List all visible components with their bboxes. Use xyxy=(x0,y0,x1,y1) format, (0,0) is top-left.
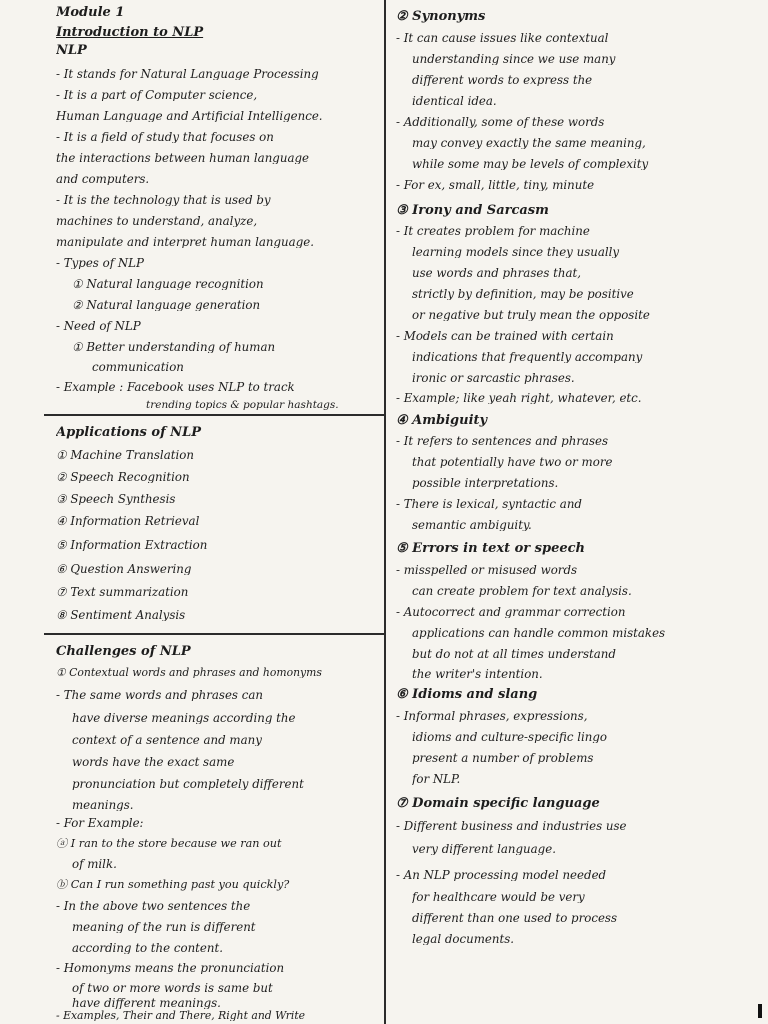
nlp-line: machines to understand, analyze, xyxy=(56,215,258,228)
right-line: can create problem for text analysis. xyxy=(412,585,632,598)
challenge-line: have different meanings. xyxy=(72,997,221,1010)
challenge-line: - Homonyms means the pronunciation xyxy=(56,962,285,975)
right-line: idioms and culture-specific lingo xyxy=(412,731,608,744)
right-line: - There is lexical, syntactic and xyxy=(396,498,582,511)
nlp-line: - It is a field of study that focuses on xyxy=(56,131,274,144)
right-line: identical idea. xyxy=(412,95,497,108)
challenge-line: words have the exact same xyxy=(72,756,235,769)
right-line: different than one used to process xyxy=(412,912,618,925)
nlp-line: Human Language and Artificial Intelligence. xyxy=(56,110,323,123)
right-line: very different language. xyxy=(412,843,556,856)
nlp-line: communication xyxy=(92,361,184,374)
right-line: - Additionally, some of these words xyxy=(396,116,605,129)
application-item: ⑤ Information Extraction xyxy=(56,539,208,552)
challenge-line: meaning of the run is different xyxy=(72,921,256,934)
right-line: - Informal phrases, expressions, xyxy=(396,710,588,723)
challenge-line: of milk. xyxy=(72,858,117,871)
nlp-line: ① Better understanding of human xyxy=(72,341,276,354)
right-line: - For ex, small, little, tiny, minute xyxy=(396,179,595,192)
right-line: present a number of problems xyxy=(412,752,594,765)
right-line: ④ Ambiguity xyxy=(396,414,488,428)
right-line: possible interpretations. xyxy=(412,477,559,490)
application-item: ④ Information Retrieval xyxy=(56,515,200,528)
right-line: understanding since we use many xyxy=(412,53,616,66)
nlp-line: and computers. xyxy=(56,173,150,186)
right-line: indications that frequently accompany xyxy=(412,351,643,364)
challenge-line: - In the above two sentences the xyxy=(56,900,251,913)
right-line: but do not at all times understand xyxy=(412,648,616,661)
right-line: ③ Irony and Sarcasm xyxy=(396,204,549,218)
challenge-line: - For Example: xyxy=(56,817,144,830)
right-line: ⑥ Idioms and slang xyxy=(396,688,538,702)
page-title: Introduction to NLP xyxy=(56,26,204,40)
nlp-line: - Types of NLP xyxy=(56,257,144,270)
nlp-line: - Need of NLP xyxy=(56,320,141,333)
right-line: semantic ambiguity. xyxy=(412,519,532,532)
application-item: ② Speech Recognition xyxy=(56,471,190,484)
left-column xyxy=(46,0,384,1024)
challenge-line: according to the content. xyxy=(72,942,223,955)
module-heading: Module 1 xyxy=(56,6,125,20)
nlp-line: - Example : Facebook uses NLP to track xyxy=(56,381,295,394)
application-item: ⑦ Text summarization xyxy=(56,586,189,599)
applications-heading: Applications of NLP xyxy=(56,426,201,440)
right-line: - Different business and industries use xyxy=(396,820,627,833)
challenge-line: - The same words and phrases can xyxy=(56,689,263,702)
right-line: strictly by definition, may be positive xyxy=(412,288,634,301)
application-item: ⑧ Sentiment Analysis xyxy=(56,609,186,622)
challenge-line: - Examples, Their and There, Right and Write xyxy=(56,1010,306,1022)
challenge-line: have diverse meanings according the xyxy=(72,712,296,725)
nlp-line: the interactions between human language xyxy=(56,152,310,165)
right-line: that potentially have two or more xyxy=(412,456,613,469)
right-line: for healthcare would be very xyxy=(412,891,585,904)
right-line: - misspelled or misused words xyxy=(396,564,578,577)
challenge-line: ⓑ Can I run something past you quickly? xyxy=(56,879,290,891)
nlp-line: - It stands for Natural Language Processing xyxy=(56,68,319,81)
challenge-line: ① Contextual words and phrases and homonyms xyxy=(56,667,322,679)
right-line: or negative but truly mean the opposite xyxy=(412,309,650,322)
application-item: ③ Speech Synthesis xyxy=(56,493,176,506)
right-line: for NLP. xyxy=(412,773,461,786)
right-line: - It can cause issues like contextual xyxy=(396,32,609,45)
right-line: - Autocorrect and grammar correction xyxy=(396,606,626,619)
right-line: the writer's intention. xyxy=(412,668,543,681)
right-line: ⑦ Domain specific language xyxy=(396,797,600,811)
nlp-line: - It is a part of Computer science, xyxy=(56,89,258,102)
nlp-line: trending topics & popular hashtags. xyxy=(146,400,339,411)
right-line: use words and phrases that, xyxy=(412,267,582,280)
nlp-line: ① Natural language recognition xyxy=(72,278,264,291)
right-line: - It creates problem for machine xyxy=(396,225,590,238)
challenge-line: pronunciation but completely different xyxy=(72,778,304,791)
right-line: ⑤ Errors in text or speech xyxy=(396,542,585,556)
application-item: ① Machine Translation xyxy=(56,449,194,462)
corner-mark xyxy=(758,1004,762,1018)
right-line: - Example; like yeah right, whatever, etc. xyxy=(396,392,642,405)
nlp-line: - It is the technology that is used by xyxy=(56,194,271,207)
right-line: applications can handle common mistakes xyxy=(412,627,666,640)
right-line: ironic or sarcastic phrases. xyxy=(412,372,575,385)
right-line: while some may be levels of complexity xyxy=(412,158,649,171)
right-line: different words to express the xyxy=(412,74,593,87)
right-line: legal documents. xyxy=(412,933,515,946)
nlp-heading: NLP xyxy=(56,44,87,58)
right-line: - Models can be trained with certain xyxy=(396,330,614,343)
challenge-line: context of a sentence and many xyxy=(72,734,262,747)
challenge-line: meanings. xyxy=(72,799,134,812)
right-line: may convey exactly the same meaning, xyxy=(412,137,646,150)
right-column xyxy=(386,0,720,1024)
challenges-heading: Challenges of NLP xyxy=(56,645,191,659)
right-line: - An NLP processing model needed xyxy=(396,869,607,882)
right-line: ② Synonyms xyxy=(396,10,486,24)
right-line: learning models since they usually xyxy=(412,246,620,259)
nlp-line: manipulate and interpret human language. xyxy=(56,236,314,249)
right-line: - It refers to sentences and phrases xyxy=(396,435,609,448)
challenge-line: of two or more words is same but xyxy=(72,982,273,995)
challenge-line: ⓐ I ran to the store because we ran out xyxy=(56,838,282,850)
nlp-line: ② Natural language generation xyxy=(72,299,261,312)
application-item: ⑥ Question Answering xyxy=(56,563,192,576)
